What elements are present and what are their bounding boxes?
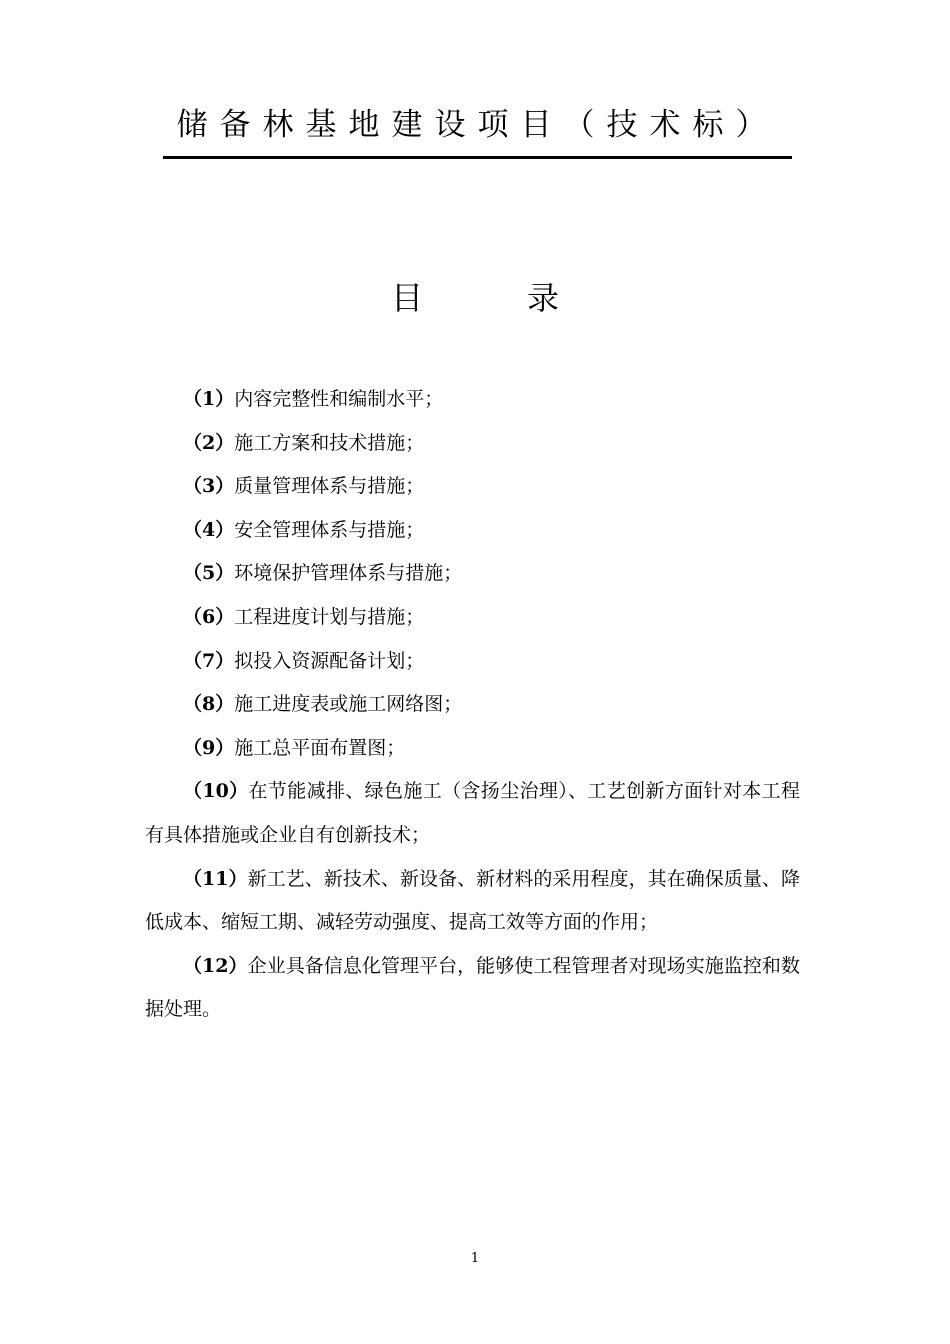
toc-item-text: 在节能减排、绿色施工（含扬尘治理）、工艺创新方面针对本工程有具体措施或企业自有创新技术； [145,780,800,846]
toc-item-8 [145,683,800,727]
toc-item-number: （10） [183,780,249,803]
toc-item-text: 工程进度计划与措施； [234,605,425,628]
header-underline [163,156,792,159]
toc-item-number: （12） [183,954,248,977]
toc-item-text: 环境保护管理体系与措施； [234,562,463,585]
toc-item-number: （9） [183,736,235,759]
document-header-title: 储备林基地建设项目（技术标） [176,107,779,143]
toc-item-number: （8） [183,693,235,716]
toc-list [145,378,800,1032]
toc-item-number: （6） [183,605,235,628]
toc-item-9 [145,727,800,771]
toc-item-number: （2） [183,431,235,454]
toc-item-text: 施工总平面布置图； [234,736,406,759]
toc-item-10 [145,770,800,857]
toc-item-number: （3） [183,475,235,498]
toc-item-number: （4） [183,518,235,541]
toc-item-12 [145,945,800,1032]
toc-item-text: 质量管理体系与措施； [234,475,425,498]
toc-item-11 [145,858,800,945]
toc-item-text: 安全管理体系与措施； [234,518,425,541]
toc-item-text: 施工进度表或施工网络图； [234,693,463,716]
toc-item-5 [145,552,800,596]
toc-item-3 [145,465,800,509]
toc-item-number: （7） [183,649,235,672]
toc-item-text: 新工艺、新技术、新设备、新材料的采用程度，其在确保质量、降低成本、缩短工期、减轻劳动强度、提高工效等方面的作用； [145,867,800,934]
toc-title: 目 录 [390,279,595,317]
toc-item-number: （11） [183,867,248,890]
toc-item-number: （5） [183,562,235,585]
toc-item-text: 施工方案和技术措施； [234,431,425,454]
toc-item-2 [145,422,800,466]
toc-item-text: 内容完整性和编制水平； [234,388,444,410]
toc-item-text: 拟投入资源配备计划； [234,649,425,672]
toc-item-7 [145,640,800,684]
toc-item-1 [145,378,800,422]
toc-item-4 [145,509,800,553]
toc-item-number: （1） [183,388,235,410]
toc-item-text: 企业具备信息化管理平台，能够使工程管理者对现场实施监控和数据处理。 [145,954,800,1021]
toc-item-6 [145,596,800,640]
page-number: 1 [470,1251,480,1266]
